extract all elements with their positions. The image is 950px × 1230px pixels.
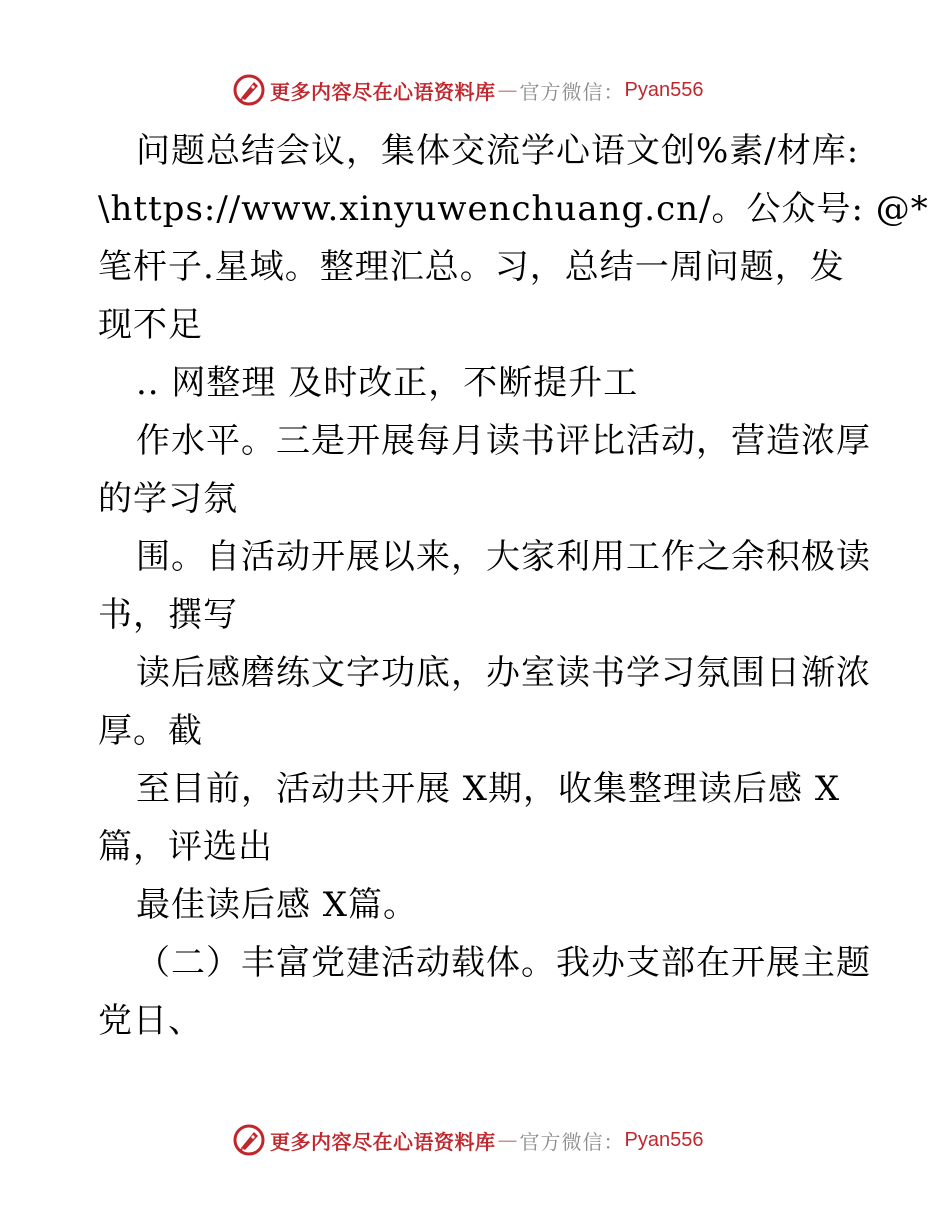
text-line: 至目前，活动共开展 X期，收集整理读后感 X (136, 769, 841, 809)
text-line: .. 网整理 及时改正，不断提升工 (136, 363, 639, 403)
text-line: 围。自活动开展以来，大家利用工作之余积极读 (136, 537, 871, 577)
text-line: 读后感磨练文字功底，办室读书学习氛围日渐浓 (136, 653, 871, 693)
text-line: 问题总结会议，集体交流学心语文创%素/材库: (136, 131, 860, 171)
watermark-site-text: 更多内容尽在心语资料库 (270, 1129, 496, 1154)
header-watermark (232, 70, 752, 110)
text-line: 作水平。三是开展每月读书评比活动，营造浓厚 (136, 421, 871, 461)
text-line: 厚。截 (98, 711, 203, 751)
text-line: 篇，评选出 (98, 827, 273, 867)
text-line: 现不足 (98, 305, 203, 345)
pen-nib-logo-icon (232, 73, 266, 107)
footer-watermark (232, 1120, 752, 1160)
pen-nib-logo-icon (232, 1123, 266, 1157)
text-line: 的学习氛 (98, 479, 238, 519)
text-line: \https://www.xinyuwenchuang.cn/。公众号: @* (98, 189, 929, 229)
watermark-wechat-label: 官方微信： (519, 79, 625, 104)
watermark-wechat-id: Pyan556 (624, 78, 704, 101)
text-line: （二）丰富党建活动载体。我办支部在开展主题 (136, 943, 871, 983)
document-body (98, 122, 929, 1050)
watermark-separator: — (497, 78, 518, 102)
watermark-wechat-id: Pyan556 (624, 1128, 704, 1151)
watermark-site-text: 更多内容尽在心语资料库 (270, 79, 496, 104)
text-line: 党日、 (98, 1001, 203, 1041)
watermark-separator: — (497, 1128, 518, 1152)
text-line: 笔杆子.星域。整理汇总。习，总结一周问题，发 (98, 247, 845, 287)
text-line: 最佳读后感 X篇。 (136, 885, 419, 925)
watermark-wechat-label: 官方微信： (519, 1129, 625, 1154)
text-line: 书，撰写 (98, 595, 238, 635)
